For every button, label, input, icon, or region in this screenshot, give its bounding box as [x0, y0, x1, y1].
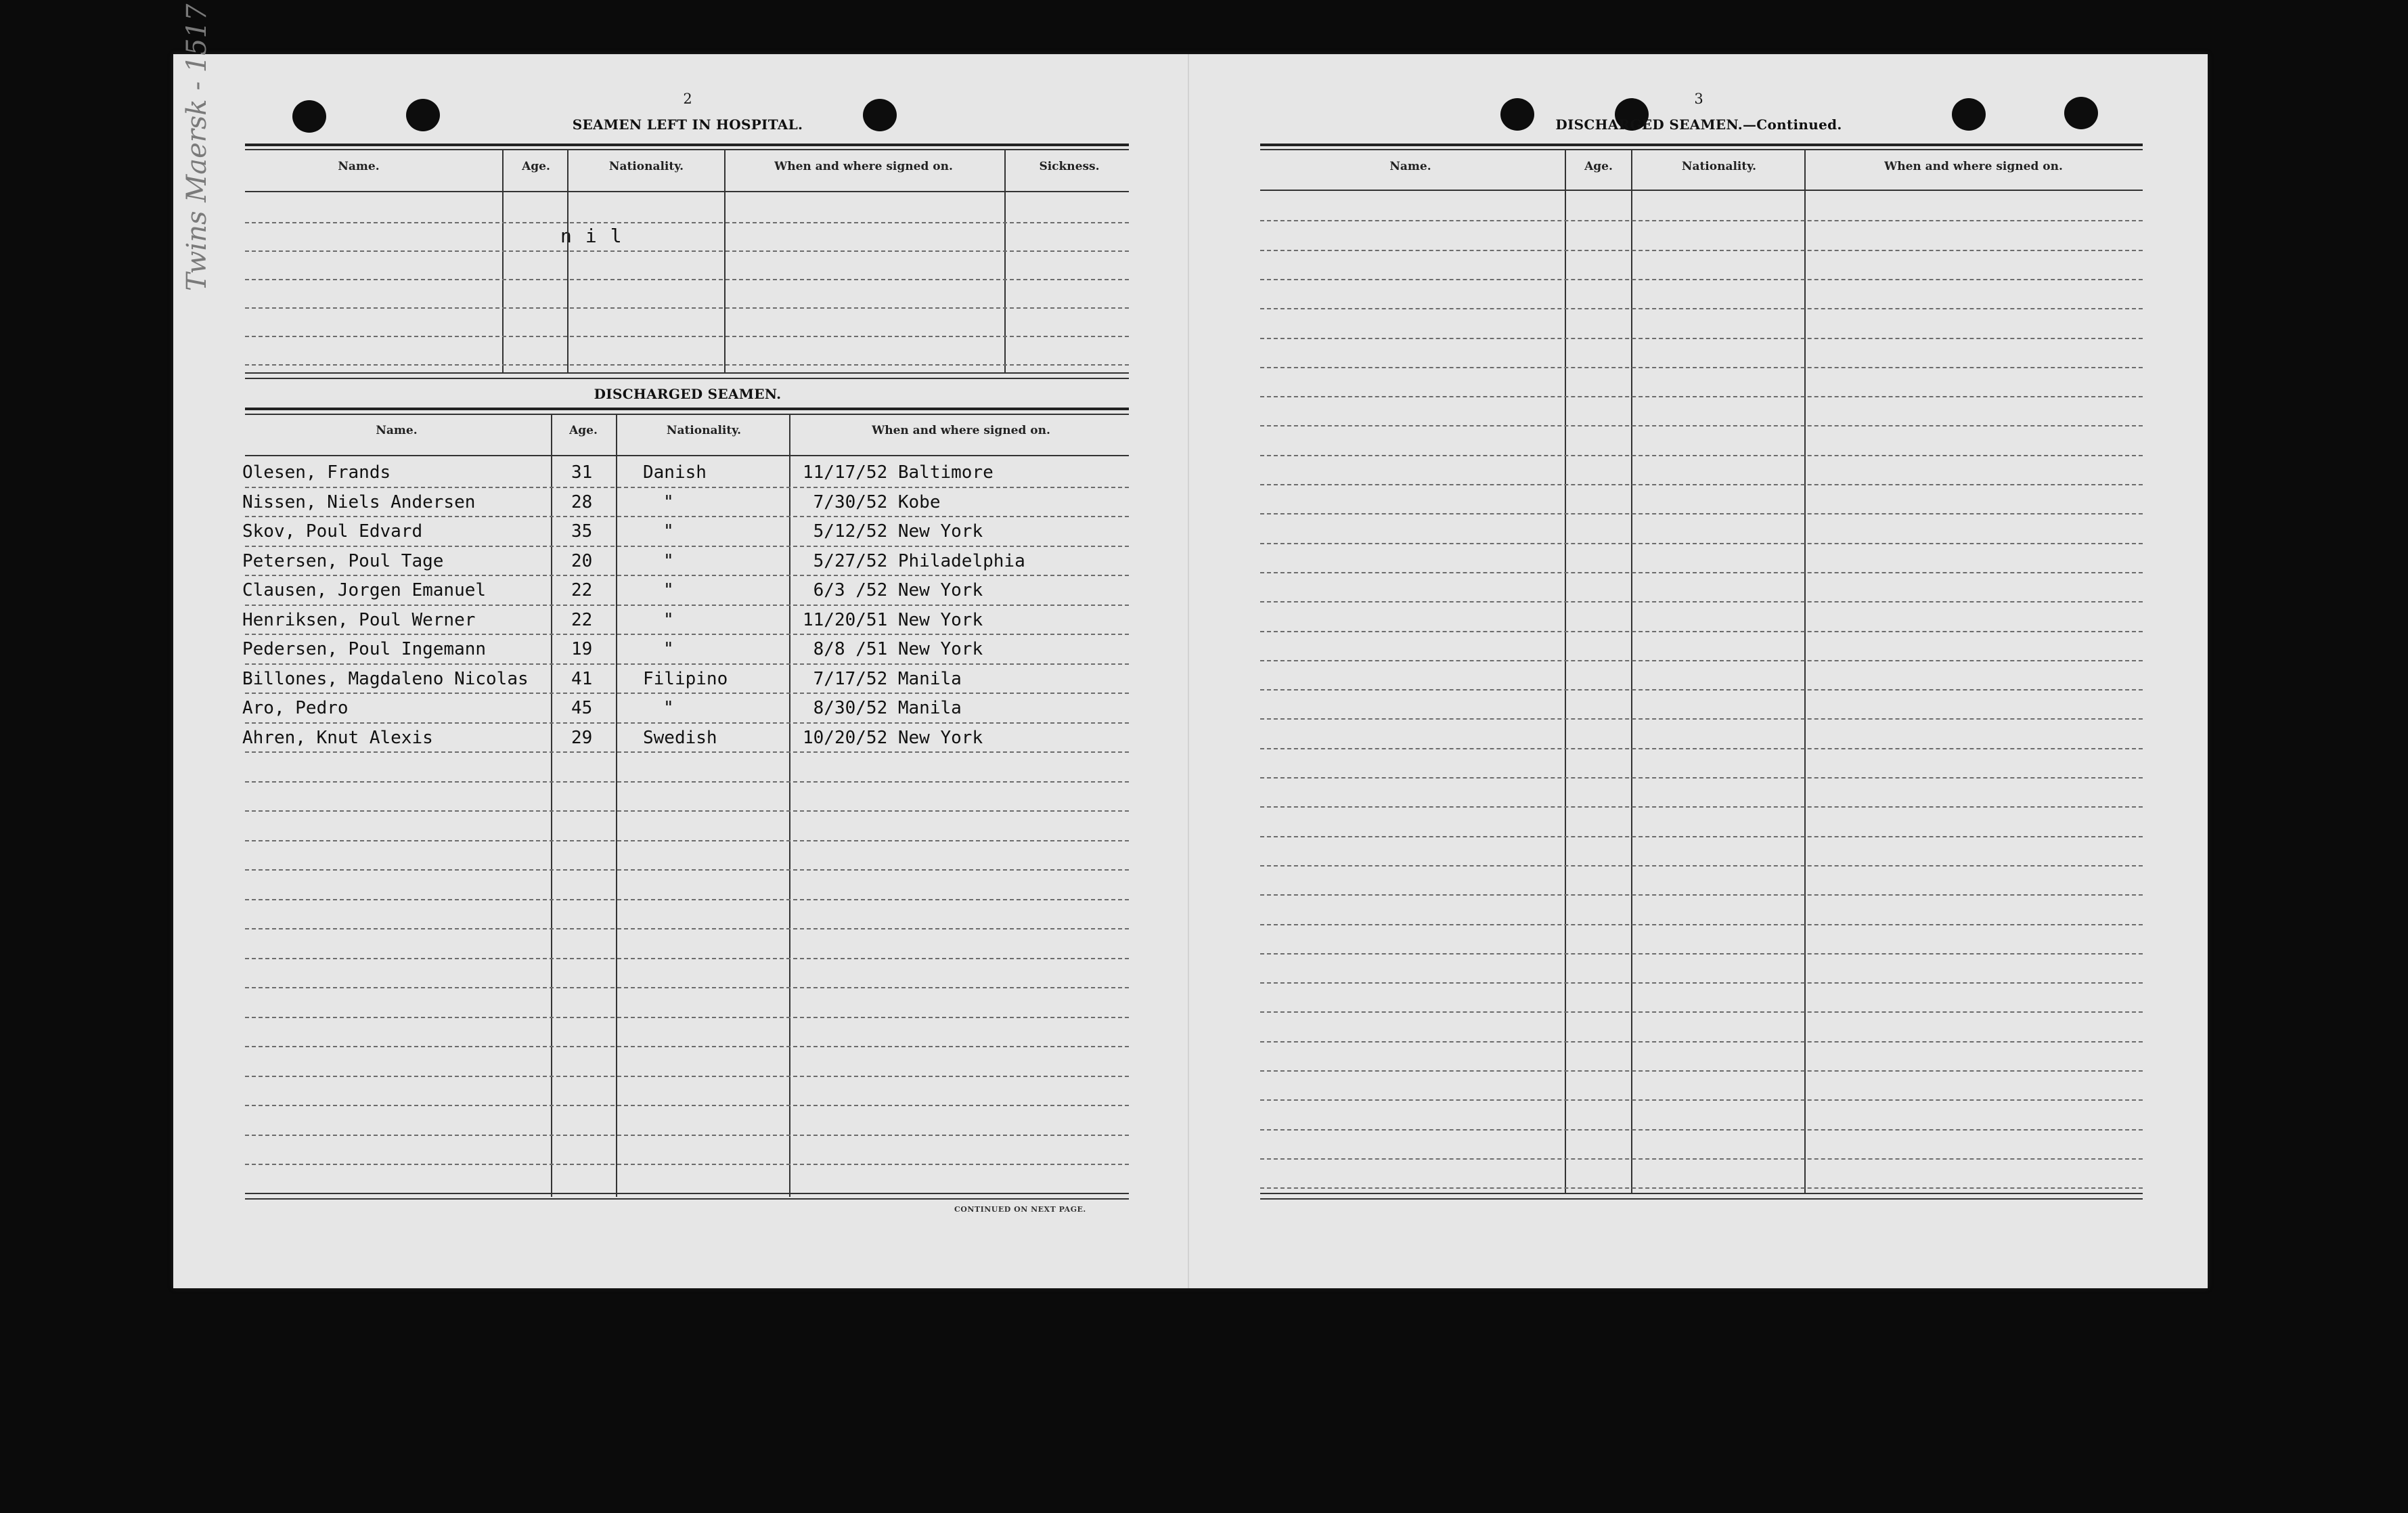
right-bottom-rule	[1260, 1193, 2143, 1194]
punch-hole	[292, 100, 326, 133]
row-dotted-rule	[1260, 1041, 2143, 1043]
row-dotted-rule	[245, 546, 1129, 547]
row-dotted-rule	[1260, 894, 2143, 896]
row-dotted-rule	[1260, 1187, 2143, 1189]
seaman-name: Petersen, Poul Tage	[242, 551, 444, 571]
seaman-signed-on: 6/3 /52 New York	[803, 580, 983, 600]
row-dotted-rule	[245, 1017, 1129, 1018]
hospital-col-divider	[502, 150, 504, 374]
seaman-age: 28	[571, 492, 593, 512]
hospital-col-name: Name.	[338, 160, 380, 173]
discharged-section-title: DISCHARGED SEAMEN.	[594, 386, 782, 402]
hospital-top-rule	[245, 149, 1129, 150]
row-dotted-rule	[245, 869, 1129, 871]
row-dotted-rule	[1260, 279, 2143, 280]
row-dotted-rule	[245, 487, 1129, 488]
row-dotted-rule	[245, 605, 1129, 606]
seaman-age: 19	[571, 639, 593, 659]
hospital-col-age: Age.	[522, 160, 550, 173]
hospital-col-divider	[567, 150, 568, 374]
row-dotted-rule	[1260, 1011, 2143, 1013]
row-dotted-rule	[1260, 425, 2143, 426]
right-col-name: Name.	[1389, 160, 1431, 173]
seaman-nationality: Swedish	[643, 728, 717, 748]
row-dotted-rule	[1260, 484, 2143, 485]
row-dotted-rule	[245, 1105, 1129, 1106]
row-dotted-rule	[1260, 1158, 2143, 1160]
row-dotted-rule	[245, 663, 1129, 665]
seaman-signed-on: 7/30/52 Kobe	[803, 492, 941, 512]
discharged-col-signed-on: When and where signed on.	[872, 424, 1050, 437]
center-fold	[1188, 54, 1189, 1288]
continued-note: CONTINUED ON NEXT PAGE.	[954, 1205, 1086, 1214]
hospital-top-rule	[245, 144, 1129, 146]
hospital-section-title: SEAMEN LEFT IN HOSPITAL.	[572, 116, 803, 133]
row-dotted-rule	[245, 958, 1129, 959]
handwritten-margin-note: Twins Maersk - 1517	[181, 3, 213, 291]
row-dotted-rule	[1260, 220, 2143, 221]
discharged-header-rule	[245, 455, 1129, 456]
right-col-age: Age.	[1584, 160, 1613, 173]
row-dotted-rule	[245, 722, 1129, 724]
row-dotted-rule	[245, 516, 1129, 517]
seaman-age: 35	[571, 521, 593, 542]
seaman-nationality: "	[663, 639, 674, 659]
row-dotted-rule	[245, 751, 1129, 753]
hospital-bottom-rule	[245, 378, 1129, 379]
row-dotted-rule	[1260, 455, 2143, 456]
seaman-signed-on: 5/27/52 Philadelphia	[803, 551, 1025, 571]
row-dotted-rule	[245, 840, 1129, 841]
discharged-bottom-rule	[245, 1198, 1129, 1200]
hospital-bottom-rule	[245, 372, 1129, 374]
punch-hole	[2064, 97, 2098, 129]
seaman-nationality: "	[663, 580, 674, 600]
row-dotted-rule	[1260, 1070, 2143, 1072]
row-dotted-rule	[1260, 982, 2143, 984]
seaman-signed-on: 11/20/51 New York	[803, 610, 983, 630]
right-section-title: DISCHARGED SEAMEN.—Continued.	[1555, 116, 1842, 133]
row-dotted-rule	[1260, 689, 2143, 690]
right-page-number: 3	[1694, 91, 1703, 107]
row-dotted-rule	[1260, 1129, 2143, 1131]
right-top-rule	[1260, 149, 2143, 150]
seaman-name: Pedersen, Poul Ingemann	[242, 639, 487, 659]
discharged-col-name: Name.	[376, 424, 418, 437]
row-dotted-rule	[245, 781, 1129, 783]
right-col-divider	[1804, 150, 1806, 1193]
seaman-name: Skov, Poul Edvard	[242, 521, 423, 542]
seaman-nationality: Filipino	[643, 669, 728, 689]
seaman-age: 31	[571, 462, 593, 483]
row-dotted-rule	[1260, 572, 2143, 573]
row-dotted-rule	[1260, 1099, 2143, 1101]
seaman-signed-on: 5/12/52 New York	[803, 521, 983, 542]
discharged-col-nationality: Nationality.	[666, 424, 742, 437]
seaman-age: 29	[571, 728, 593, 748]
seaman-nationality: "	[663, 492, 674, 512]
seaman-name: Aro, Pedro	[242, 698, 349, 718]
discharged-col-divider	[789, 415, 790, 1197]
row-dotted-rule	[1260, 953, 2143, 955]
row-dotted-rule	[1260, 601, 2143, 602]
row-dotted-rule	[1260, 748, 2143, 749]
seaman-age: 20	[571, 551, 593, 571]
hospital-col-nationality: Nationality.	[608, 160, 684, 173]
row-dotted-rule	[245, 1076, 1129, 1077]
seaman-signed-on: 11/17/52 Baltimore	[803, 462, 994, 483]
row-dotted-rule	[245, 928, 1129, 929]
seaman-signed-on: 10/20/52 New York	[803, 728, 983, 748]
right-col-divider	[1631, 150, 1632, 1193]
seaman-nationality: Danish	[643, 462, 707, 483]
row-dotted-rule	[1260, 250, 2143, 251]
row-dotted-rule	[1260, 806, 2143, 808]
seaman-nationality: "	[663, 698, 674, 718]
right-col-divider	[1565, 150, 1566, 1193]
row-dotted-rule	[1260, 660, 2143, 661]
row-dotted-rule	[1260, 308, 2143, 309]
right-bottom-rule	[1260, 1198, 2143, 1200]
row-dotted-rule	[245, 575, 1129, 576]
row-dotted-rule	[245, 634, 1129, 635]
right-header-rule	[1260, 190, 2143, 191]
row-dotted-rule	[1260, 631, 2143, 632]
discharged-col-divider	[616, 415, 617, 1197]
seaman-name: Ahren, Knut Alexis	[242, 728, 433, 748]
right-col-signed-on: When and where signed on.	[1884, 160, 2063, 173]
discharged-col-age: Age.	[569, 424, 598, 437]
hospital-dotted-rule	[245, 222, 1129, 223]
row-dotted-rule	[245, 1164, 1129, 1165]
hospital-col-signed-on: When and where signed on.	[774, 160, 953, 173]
seaman-signed-on: 8/8 /51 New York	[803, 639, 983, 659]
hospital-header-rule	[245, 191, 1129, 192]
row-dotted-rule	[245, 693, 1129, 694]
hospital-dotted-rule	[245, 250, 1129, 252]
row-dotted-rule	[1260, 543, 2143, 544]
row-dotted-rule	[1260, 777, 2143, 779]
hospital-dotted-rule	[245, 279, 1129, 280]
punch-hole	[1952, 98, 1986, 131]
row-dotted-rule	[1260, 718, 2143, 720]
seaman-nationality: "	[663, 551, 674, 571]
punch-hole	[1500, 98, 1534, 131]
right-top-rule	[1260, 144, 2143, 146]
row-dotted-rule	[1260, 513, 2143, 514]
punch-hole	[863, 99, 897, 131]
seaman-name: Olesen, Frands	[242, 462, 391, 483]
punch-hole	[406, 99, 440, 131]
row-dotted-rule	[1260, 367, 2143, 368]
row-dotted-rule	[245, 810, 1129, 812]
seaman-age: 22	[571, 610, 593, 630]
discharged-col-divider	[551, 415, 552, 1197]
seaman-age: 41	[571, 669, 593, 689]
hospital-dotted-rule	[245, 364, 1129, 366]
seaman-name: Billones, Magdaleno Nicolas	[242, 669, 529, 689]
row-dotted-rule	[245, 1135, 1129, 1136]
seaman-name: Nissen, Niels Andersen	[242, 492, 476, 512]
discharged-top-rule	[245, 408, 1129, 410]
seaman-name: Clausen, Jorgen Emanuel	[242, 580, 487, 600]
row-dotted-rule	[245, 899, 1129, 900]
seaman-nationality: "	[663, 610, 674, 630]
seaman-signed-on: 8/30/52 Manila	[803, 698, 962, 718]
seaman-age: 45	[571, 698, 593, 718]
seaman-name: Henriksen, Poul Werner	[242, 610, 476, 630]
row-dotted-rule	[1260, 924, 2143, 925]
discharged-bottom-rule	[245, 1193, 1129, 1194]
right-col-nationality: Nationality.	[1681, 160, 1757, 173]
row-dotted-rule	[1260, 338, 2143, 339]
row-dotted-rule	[245, 987, 1129, 988]
seaman-nationality: "	[663, 521, 674, 542]
row-dotted-rule	[1260, 836, 2143, 837]
row-dotted-rule	[1260, 865, 2143, 867]
row-dotted-rule	[1260, 396, 2143, 397]
row-dotted-rule	[245, 1046, 1129, 1047]
left-page-number: 2	[683, 91, 692, 107]
seaman-age: 22	[571, 580, 593, 600]
hospital-dotted-rule	[245, 307, 1129, 309]
hospital-col-divider	[724, 150, 726, 374]
hospital-dotted-rule	[245, 336, 1129, 337]
hospital-col-sickness: Sickness.	[1039, 160, 1100, 173]
discharged-top-rule	[245, 414, 1129, 415]
hospital-nil-entry: nil	[560, 225, 636, 247]
hospital-col-divider	[1004, 150, 1006, 374]
seaman-signed-on: 7/17/52 Manila	[803, 669, 962, 689]
